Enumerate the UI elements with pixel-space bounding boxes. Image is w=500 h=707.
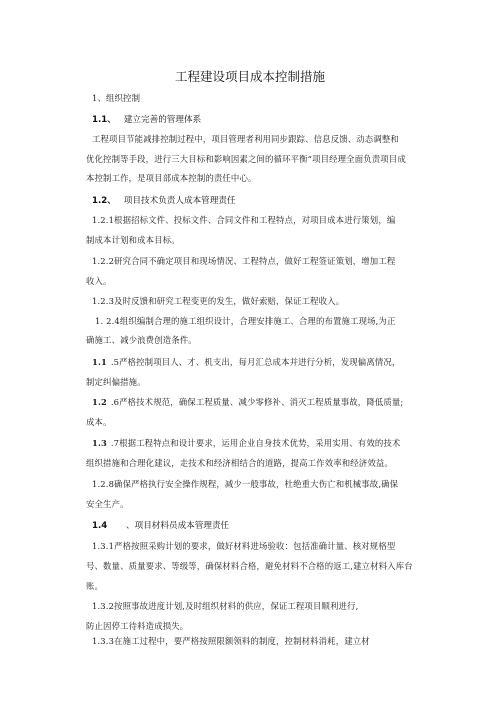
paragraph-line: 1.2.2研究合同不确定项目和现场情况、工程特点，做好工程签证策划，增加工程 <box>92 256 396 266</box>
heading-number: 1.2、 <box>92 196 116 206</box>
paragraph-line: 本控制工作，是项目部成本控制的责任中心。 <box>86 173 257 183</box>
item-number: 1.2 <box>92 397 108 407</box>
paragraph-line: 账。 <box>86 581 104 591</box>
paragraph-line: 防止因停工待料造成损失。 <box>86 621 189 631</box>
item-number: 1.1 <box>92 357 108 367</box>
item-text: .5严格控制项目人、才、机支出，每月汇总成本并进行分析，发现偏离情况， <box>110 357 401 367</box>
paragraph-line: 安全生产。 <box>86 499 129 509</box>
paragraph-line: 成本。 <box>86 417 112 427</box>
item-number: 1.3 <box>92 438 108 448</box>
paragraph-numbered-line <box>92 357 432 368</box>
paragraph-line: 收入。 <box>86 276 112 286</box>
paragraph-numbered-line <box>92 438 432 449</box>
paragraph-line: 制成本计划和成本目标。 <box>86 235 180 245</box>
heading-1-1 <box>92 113 201 125</box>
item-text: .6严格技术规范，确保工程质量、减少零修补、消灭工程质量事故，降低质量; <box>110 397 404 407</box>
paragraph-numbered-line <box>92 397 432 408</box>
heading-text: 、项目材料员成本管理责任 <box>126 521 230 531</box>
paragraph-line: 号、数量、质量要求、等级等，确保材料合格，避免材料不合格的返工,建立材料入库台 <box>86 561 413 571</box>
heading-number: 1.1、 <box>92 115 116 125</box>
paragraph-line: 1.2.8确保严格执行安全操作规程，减少一般事故，杜绝重大伤亡和机械事故,确保 <box>92 479 399 489</box>
heading-text: 项目技术负责人成本管理责任 <box>123 196 236 206</box>
paragraph-line: 制定纠偏措施。 <box>86 377 146 387</box>
heading-text: 建立完善的管理体系 <box>123 115 202 125</box>
document-title: 工程建设项目成本控制措施 <box>174 69 325 84</box>
paragraph-line: 组织措施和合理化建议，走技术和经济相结合的道路，提高工作效率和经济效益。 <box>86 458 393 468</box>
paragraph-line: 1. 2.4组织编制合理的施工组织设计，合理安排施工、合理的布置施工现场,为正 <box>95 316 396 326</box>
paragraph-line: 1.3.3在施工过程中，要严格按照限额领料的制度，控制材料消耗，建立材 <box>92 636 370 646</box>
paragraph-line: 优化控制等手段，进行三大目标和影响因素之间的循环平衡“项目经理全面负责项目成 <box>86 154 406 164</box>
heading-number: 1.4 <box>92 521 108 531</box>
paragraph-line: 工程项目节能减排控制过程中，项目管理者利用同步跟踪、信息反馈、动态调整和 <box>92 134 399 144</box>
paragraph-line: 1.3.2按照事故进度计划,及时组织材料的供应，保证工程项目顺利进行, <box>92 601 359 611</box>
item-text: .7根据工程特点和设计要求，运用企业自身技术优势，采用实用、有效的技术 <box>110 438 401 448</box>
paragraph-line: 1.2.3及时反馈和研究工程变更的发生，做好索赔，保证工程收入。 <box>92 296 345 306</box>
paragraph-line: 确施工、减少浪费创造条件。 <box>86 335 197 345</box>
heading-1-2 <box>92 194 236 206</box>
paragraph-line: 1.2.1根据招标文件、投标文件、合同文件和工程特点，对项目成本进行策划，编 <box>92 215 396 225</box>
paragraph-line: 1.3.1严格按照采购计划的要求，做好材料进场验收：包括准确计量、核对规格型 <box>92 541 396 551</box>
section-heading-organization: 1、组织控制 <box>92 93 141 103</box>
heading-1-4 <box>92 519 229 531</box>
